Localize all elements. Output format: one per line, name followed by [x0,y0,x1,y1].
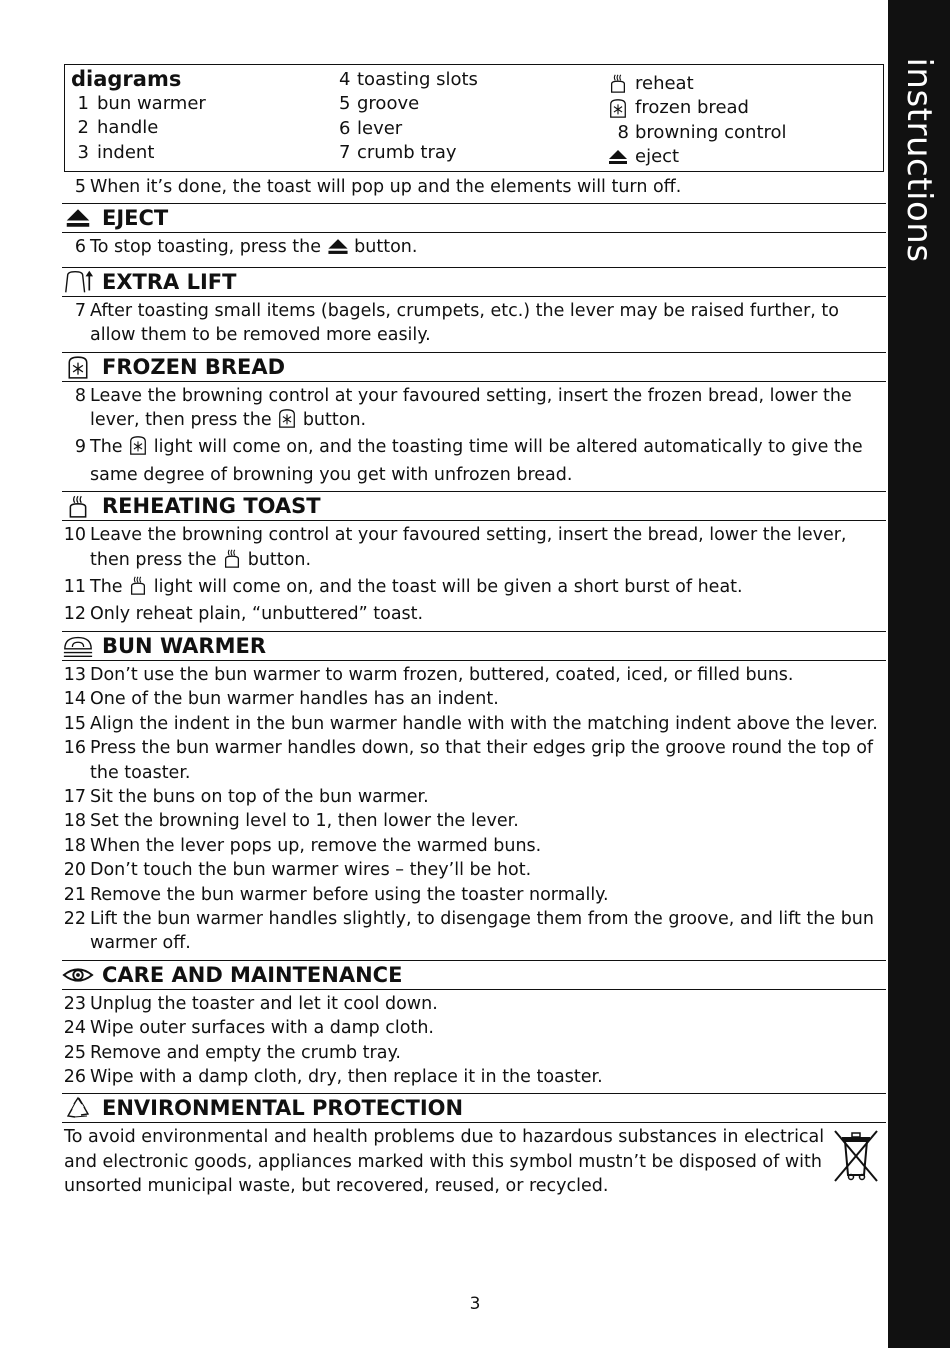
step: 6 To stop toasting, press the button. [62,235,886,262]
section-heading-reheating-toast: REHEATING TOAST [62,491,886,521]
step: 20 Don’t touch the bun warmer wires – they’ll be hot. [63,860,532,881]
diagram-item: frozen bread [607,96,787,121]
reheat-icon [128,575,148,602]
reheat-icon [607,73,629,93]
section-heading-eject: EJECT [62,203,886,233]
frozen-bread-icon [62,354,94,380]
step: 5 When it’s done, the toast will pop up and the elements will turn off. [74,177,682,197]
step: 18 When the lever pops up, remove the warmed buns. [63,835,542,856]
frozen-bread-icon [128,435,148,462]
step: 22 Lift the bun warmer handles slightly, to disengage them from the groove, and lift the bun warmer off. [63,908,874,954]
diagram-item: 7 crumb tray [339,142,457,164]
step: 7 After toasting small items (bagels, crumpets, etc.) the lever may be raised further, to allow them to be removed more easily. [74,300,839,346]
diagram-item: 4 toasting slots [339,68,478,90]
diagrams-box [64,64,884,172]
section-heading-frozen-bread: FROZEN BREAD [62,352,886,382]
step: 26 Wipe with a damp cloth, dry, then replace it in the toaster. [63,1066,603,1087]
step: 23 Unplug the toaster and let it cool down. [63,993,438,1014]
section-heading-bun-warmer: BUN WARMER [62,631,886,661]
extra-lift-icon [62,269,94,295]
diagrams-title: diagrams [71,67,182,91]
eye-icon [62,962,94,988]
page-number: 3 [469,1294,481,1314]
environmental-notice: To avoid environmental and health problems due to hazardous substances in electrical and electronic goods, appliances marked with this symbol mustn’t be disposed of with unsorted municipal waste, but recovered, reused, or recycled. [62,1125,886,1198]
step: 18 Set the browning level to 1, then lower the lever. [63,811,519,832]
diagrams-column-2 [339,67,478,165]
eject-icon [327,238,349,262]
side-tab-label: instructions [899,57,939,263]
diagram-item: 3 indent [77,141,155,163]
step: 8 Leave the browning control at your favoured setting, insert the frozen bread, lower the lever, then press the button. [62,384,886,436]
recycle-icon [62,1095,94,1121]
frozen-bread-icon [277,408,297,435]
diagram-item: 6 lever [339,117,403,139]
step: 25 Remove and empty the crumb tray. [63,1042,401,1063]
eject-icon [62,205,94,231]
diagram-item: reheat [607,71,787,96]
reheat-icon [222,548,242,575]
side-tab [888,0,950,1348]
diagram-item: eject [607,145,787,170]
step: 11 The light will come on, and the toast will be given a short burst of heat. [62,575,886,602]
diagram-item: 1 bun warmer [77,92,206,114]
step: 16 Press the bun warmer handles down, so that their edges grip the groove round the top of the toaster. [63,738,874,783]
section-heading-environmental-protection: ENVIRONMENTAL PROTECTION [62,1093,886,1123]
diagram-item: 5 groove [339,93,420,115]
step: 14 One of the bun warmer handles has an indent. [63,689,499,710]
section-heading-extra-lift: EXTRA LIFT [62,267,886,297]
step: 24 Wipe outer surfaces with a damp cloth. [63,1018,434,1039]
step: 17 Sit the buns on top of the bun warmer. [63,786,429,807]
frozen-bread-icon [607,98,629,118]
instructions-content [62,175,886,1199]
section-heading-care-and-maintenance: CARE AND MAINTENANCE [62,960,886,990]
step: 9 The light will come on, and the toasting time will be altered automatically to give the same degree of browning you get with unfrozen bread. [74,437,863,485]
diagrams-column-3 [607,71,787,169]
step: 10 Leave the browning control at your favoured setting, insert the bread, lower the lever, then press the button. [62,523,886,575]
bun-warmer-icon [62,633,94,659]
diagram-item: 2 handle [77,117,159,139]
crossed-bin-icon [826,1125,886,1185]
step: 21 Remove the bun warmer before using the toaster normally. [63,884,609,905]
reheat-icon [62,493,94,519]
step: 13 Don’t use the bun warmer to warm frozen, buttered, coated, iced, or filled buns. [63,664,794,685]
diagrams-column-1 [71,67,206,165]
eject-icon [607,147,629,167]
step: 12 Only reheat plain, “unbuttered” toast. [63,604,424,625]
step: 15 Align the indent in the bun warmer handle with with the matching indent above the lever. [63,713,878,734]
diagram-item: 8 browning control [617,121,787,143]
